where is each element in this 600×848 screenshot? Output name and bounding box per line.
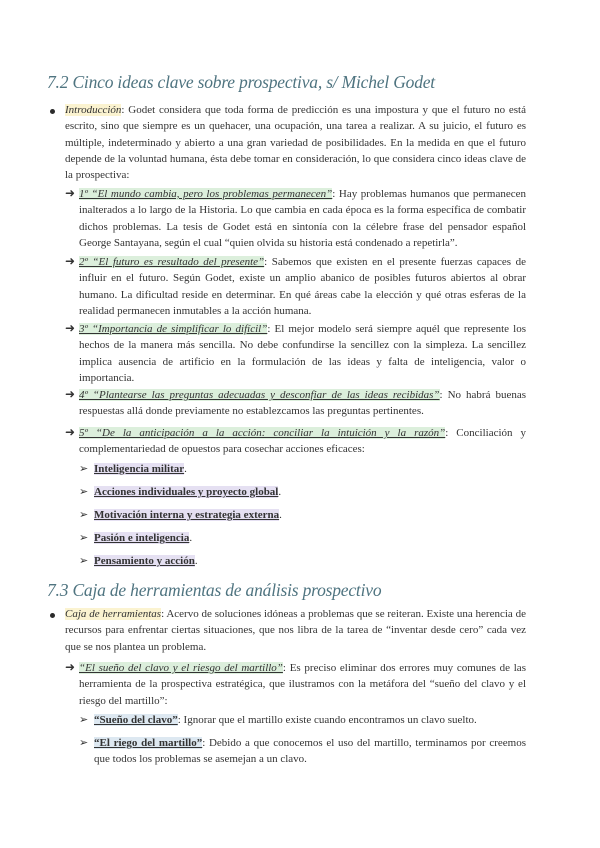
arrowhead-icon: ➢ [79,462,89,475]
arrow-right-icon: ➜ [65,254,76,268]
toolbox-text: : Acervo de soluciones idóneas a problemas que se reiteran. Existe una herencia de recursos para enfrentar ciertas situaciones, que nos libra de la tarea de “inventar desde cero” cada vez que se nos plantea un problema. [65,608,526,653]
idea-4-text: : No habrá buenas respuestas allá donde previamente no establezcamos las preguntas pertinentes. [79,389,526,418]
idea-3-text: : El mejor modelo será siempre aquél que represente los hechos de la manera más sencilla. No debe confundirse la sencillez con la simpleza. La sencillez implica ausencia de artificio en la formulación de las ideas y falta de inteligencia, valor o importancia. [79,323,526,384]
sub-item-5: Pensamiento y acción. [94,555,198,567]
idea-2 [79,254,526,319]
intro-paragraph [65,102,526,183]
idea-5-label: 5º “De la anticipación a la acción: conciliar la intuición y la razón” [79,427,446,439]
idea-1 [79,186,526,251]
bullet-icon [50,109,55,114]
section-7-3-title: 7.3 Caja de herramientas de análisis prospectivo [47,580,382,600]
sub-item-3: Motivación interna y estrategia externa. [94,509,282,521]
arrowhead-icon: ➢ [79,485,89,498]
idea-1-label: 1º “El mundo cambia, pero los problemas permanecen” [79,188,333,200]
clavo-martillo-item [79,660,526,709]
arrow-right-icon: ➜ [65,387,76,401]
idea-1-text: : Hay problemas humanos que permanecen inalterados a lo largo de la Historia. Lo que cambia en cada época es la forma específica de combatir dichos problemas. La tesis de Godet está en sintonía con la célebre frase del pensador español George Santayana, según el cual “quien olvida su historia está condenado a repetirla”. [79,188,526,249]
sueno-clavo-item: “Sueño del clavo”: Ignorar que el martillo existe cuando encontramos un clavo suelto. [94,714,477,726]
arrow-right-icon: ➜ [65,321,76,335]
intro-text: : Godet considera que toda forma de predicción es una impostura y que el futuro no está escrito, sino que siempre es un quehacer, una ocupación, una tarea a realizar. A su juicio, el futuro es múltiple, indeterminado y abierto a una gran variedad de posibilidades. En la medida en que el futuro depende de la voluntad humana, ésta debe tomar en consideración, lo que considera cinco ideas clave de la prospectiva: [65,104,526,182]
idea-3-label: 3º “Importancia de simplificar lo difícil” [79,323,268,335]
arrowhead-icon: ➢ [79,531,89,544]
arrowhead-icon: ➢ [79,508,89,521]
bullet-icon [50,613,55,618]
sub-item-2: Acciones individuales y proyecto global. [94,486,282,498]
sub-item-1: Inteligencia militar. [94,463,187,475]
toolbox-label: Caja de herramientas [65,608,162,620]
idea-4 [79,387,526,420]
idea-4-label: 4º “Plantearse las preguntas adecuadas y desconfiar de las ideas recibidas” [79,389,440,401]
intro-label: Introducción [65,104,122,116]
riego-martillo-item: “El riego del martillo”: Debido a que conocemos el uso del martillo, terminamos por creemos que todos los problemas se asemejan a un clavo. [94,737,526,766]
arrow-right-icon: ➜ [65,660,76,674]
idea-5-text: : Conciliación y complementariedad de opuestos para cosechar acciones eficaces: [79,427,527,456]
idea-5 [79,425,526,458]
idea-2-text: : Sabemos que existen en el presente fuerzas capaces de influir en el futuro. Según Godet, existe un amplio abanico de posibles futuros abiertos al obrar humano. La dificultad reside en determinar. En qué áreas cabe la elección y qué otras esferas de la realidad permanecen inmutables a la acción humana. [79,256,526,317]
section-7-2-title: 7.2 Cinco ideas clave sobre prospectiva, s/ Michel Godet [47,72,435,92]
arrowhead-icon: ➢ [79,713,89,726]
arrow-right-icon: ➜ [65,425,76,439]
idea-3 [79,321,526,386]
sub-item-4: Pasión e inteligencia. [94,532,193,544]
clavo-martillo-text: : Es preciso eliminar dos errores muy comunes de las herramienta de la prospectiva estratégica, que ilustramos con la metáfora del “sueño del clavo y el riesgo del martillo”: [79,662,526,707]
arrowhead-icon: ➢ [79,554,89,567]
arrow-right-icon: ➜ [65,186,76,200]
clavo-martillo-label: “El sueño del clavo y el riesgo del martillo” [79,662,283,674]
idea-2-label: 2º “El futuro es resultado del presente” [79,256,265,268]
arrowhead-icon: ➢ [79,736,89,749]
toolbox-paragraph [65,606,526,655]
